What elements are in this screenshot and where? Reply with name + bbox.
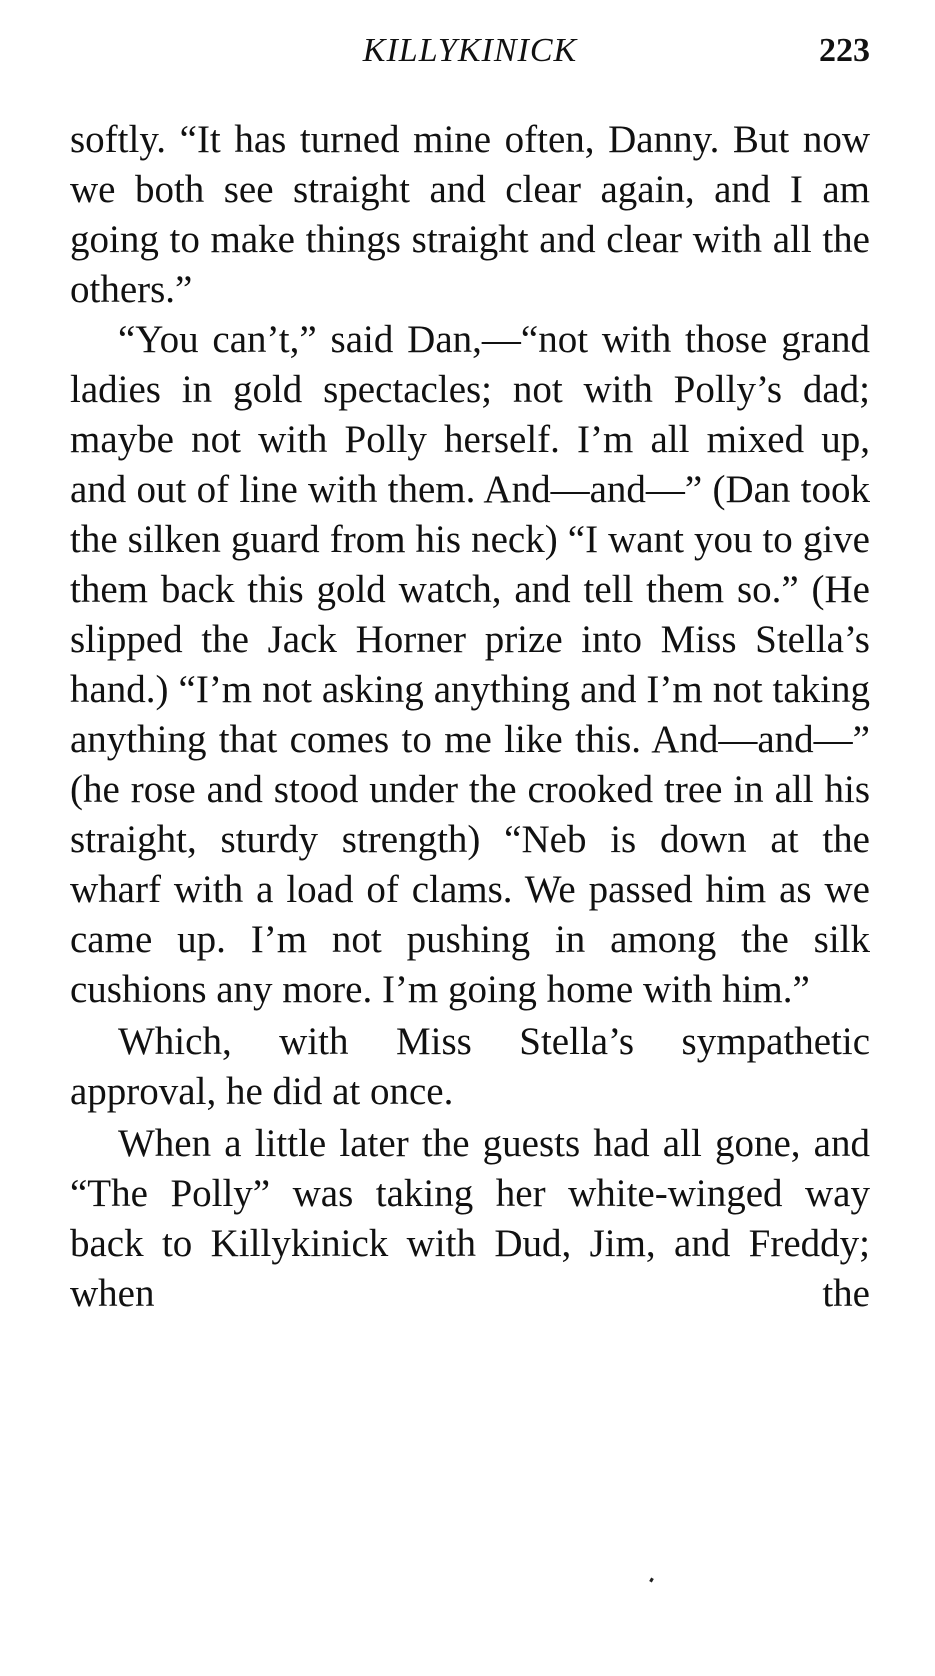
paragraph-continued: softly. “It has turned mine often, Danny. But now we both see straight and clear again, and I am going to make things straight and clear with all the others.”: [70, 118, 870, 311]
running-head: KILLYKINICK: [362, 32, 578, 69]
page-header: [70, 26, 870, 76]
paragraph-approval: Which, with Miss Stella’s sympathetic approval, he did at once.: [70, 1020, 870, 1113]
page-number: 223: [819, 32, 870, 69]
stray-ink-mark: [649, 1578, 654, 1583]
paragraph-guests-gone: When a little later the guests had all gone, and “The Polly” was taking her white-winged way back to Killykinick with Dud, Jim, and Freddy; when the: [70, 1122, 870, 1315]
paragraph-dan-speech: “You can’t,” said Dan,—“not with those grand ladies in gold spectacles; not with Polly’s dad; maybe not with Polly herself. I’m all mixed up, and out of line with them. And—and—” (Dan took the silken guard from his neck) “I want you to give them back this gold watch, and tell them so.” (He slipped the Jack Horner prize into Miss Stella’s hand.) “I’m not asking anything and I’m not taking anything that comes to me like this. And—and—” (he rose and stood under the crooked tree in all his straight, sturdy strength) “Neb is down at the wharf with a load of clams. We passed him as we came up. I’m not pushing in among the silk cushions any more. I’m going home with him.”: [70, 318, 870, 1011]
body-text: [70, 115, 870, 1319]
